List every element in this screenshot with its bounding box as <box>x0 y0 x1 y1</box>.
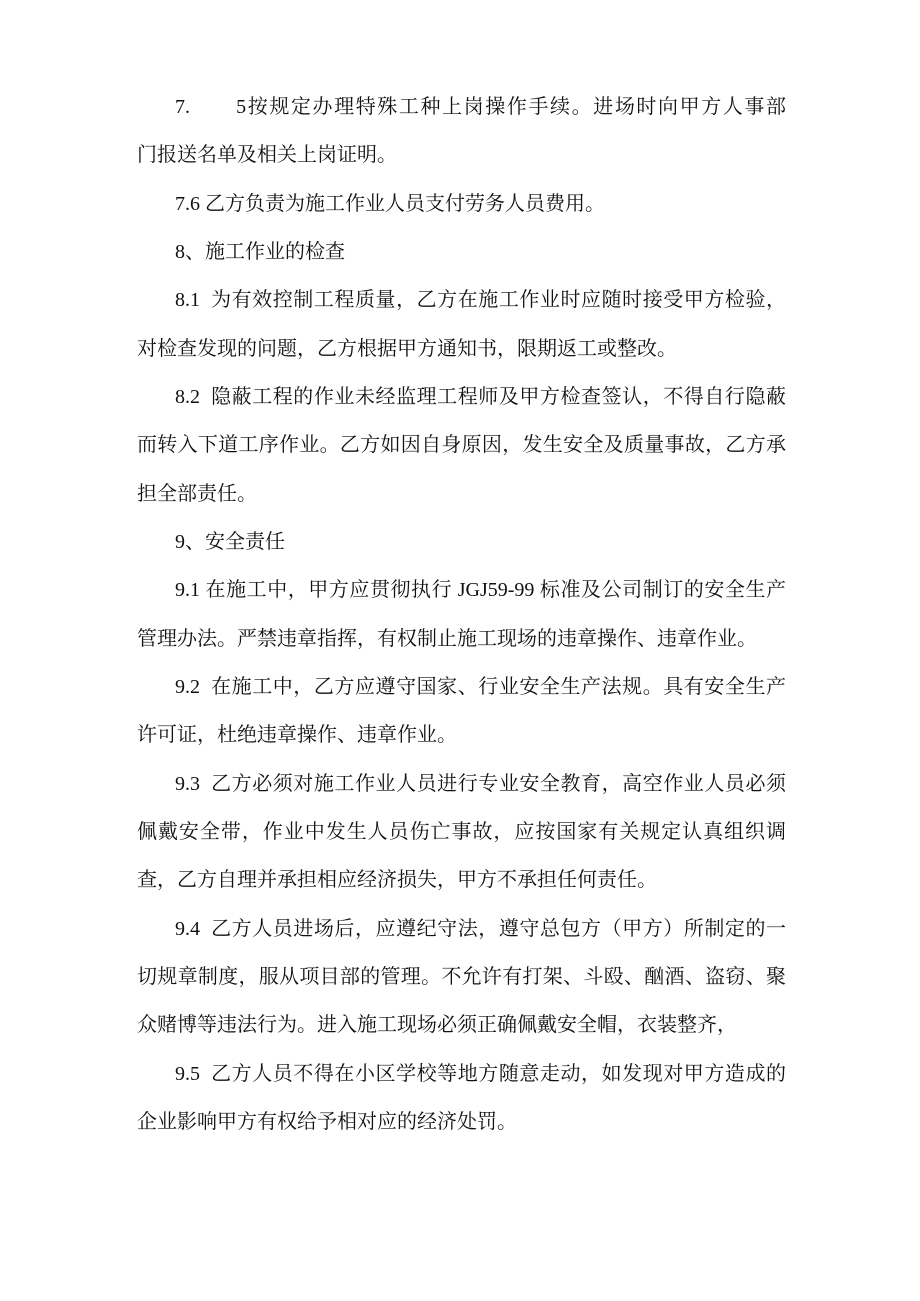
paragraph-10-line-2: 切规章制度，服从项目部的管理。不允许有打架、斗殴、酗酒、盗窃、聚 <box>137 965 786 988</box>
paragraph-11-line-2: 企业影响甲方有权给予相对应的经济处罚。 <box>137 1110 517 1133</box>
paragraph-8-line-1: 9.2 在施工中，乙方应遵守国家、行业安全生产法规。具有安全生产 <box>175 675 786 698</box>
paragraph-1-line-1: 7. 5按规定办理特殊工种上岗操作手续。进场时向甲方人事部 <box>175 96 786 118</box>
paragraph-9-line-2: 佩戴安全带，作业中发生人员伤亡事故，应按国家有关规定认真组织调 <box>137 820 786 843</box>
paragraph-4-line-2: 对检查发现的问题，乙方根据甲方通知书，限期返工或整改。 <box>137 337 677 360</box>
paragraph-5-line-1: 8.2 隐蔽工程的作业未经监理工程师及甲方检查签认，不得自行隐蔽 <box>175 385 786 408</box>
paragraph-4-line-1: 8.1 为有效控制工程质量，乙方在施工作业时应随时接受甲方检验， <box>175 289 786 312</box>
paragraph-6-line-1: 9、安全责任 <box>175 530 285 553</box>
paragraph-10-line-3: 众赌博等违法行为。进入施工现场必须正确佩戴安全帽，衣装整齐， <box>137 1014 737 1037</box>
paragraph-5-line-3: 担全部责任。 <box>137 482 257 505</box>
paragraph-7-line-2: 管理办法。严禁违章指挥，有权制止施工现场的违章操作、违章作业。 <box>137 627 757 650</box>
paragraph-9-line-3: 查，乙方自理并承担相应经济损失，甲方不承担任何责任。 <box>137 869 657 892</box>
paragraph-7-line-1: 9.1 在施工中，甲方应贯彻执行 JGJ59-99 标准及公司制订的安全生产 <box>175 579 786 602</box>
paragraph-9-line-1: 9.3 乙方必须对施工作业人员进行专业安全教育，高空作业人员必须 <box>175 772 786 795</box>
paragraph-11-line-1: 9.5 乙方人员不得在小区学校等地方随意走动，如发现对甲方造成的 <box>175 1062 786 1085</box>
paragraph-8-line-2: 许可证，杜绝违章操作、违章作业。 <box>137 724 457 747</box>
paragraph-3-line-1: 8、施工作业的检查 <box>175 240 345 263</box>
paragraph-1-line-2: 门报送名单及相关上岗证明。 <box>137 144 397 167</box>
paragraph-2-line-1: 7.6 乙方负责为施工作业人员支付劳务人员费用。 <box>175 192 605 215</box>
paragraph-5-line-2: 而转入下道工序作业。乙方如因自身原因，发生安全及质量事故，乙方承 <box>137 434 786 457</box>
paragraph-10-line-1: 9.4 乙方人员进场后，应遵纪守法，遵守总包方（甲方）所制定的一 <box>175 917 786 940</box>
